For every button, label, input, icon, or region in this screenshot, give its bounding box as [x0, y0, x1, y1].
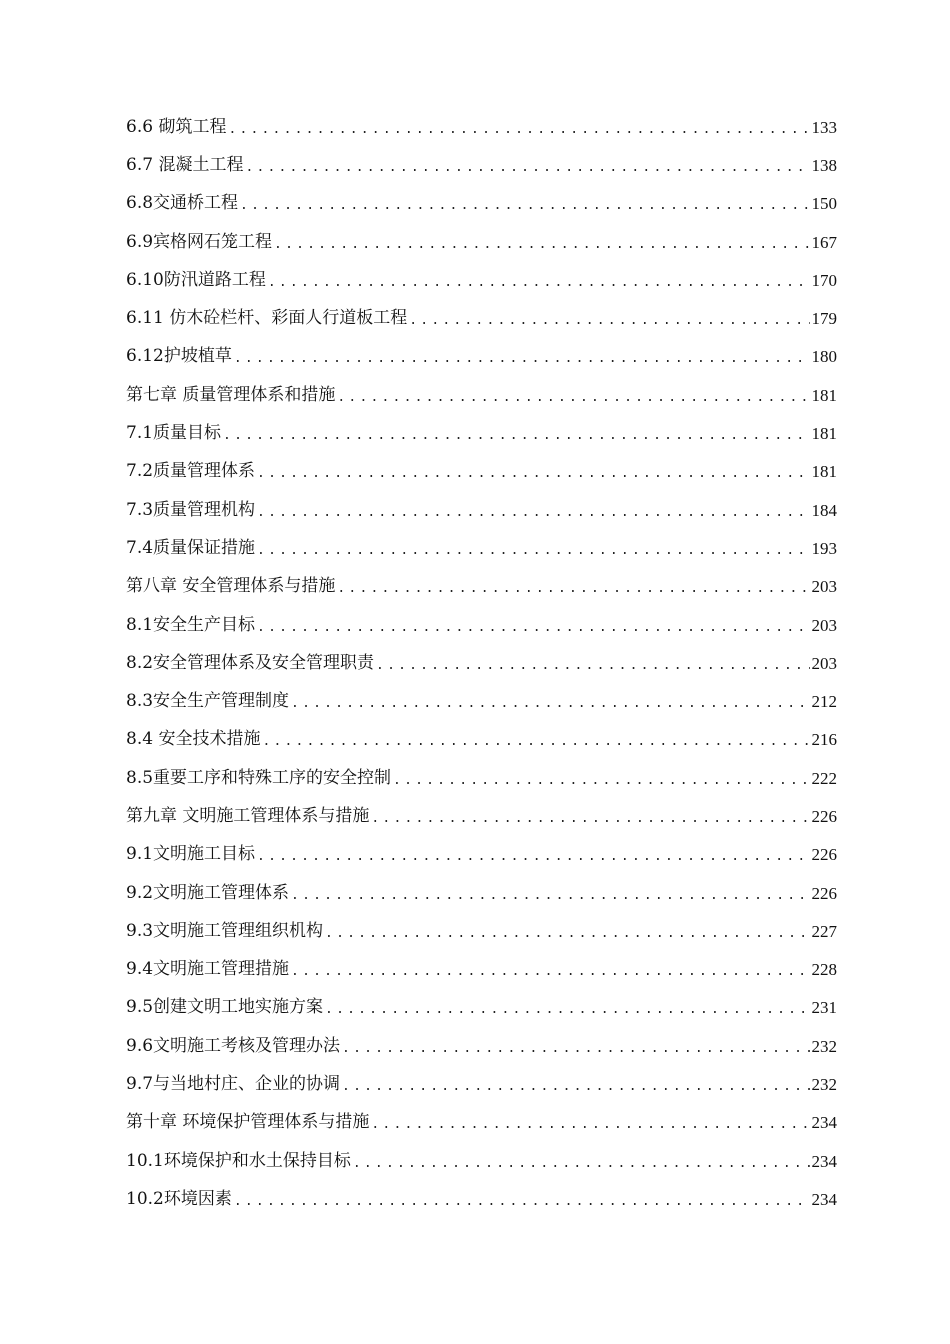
dot-leader — [325, 927, 809, 940]
toc-entry-page: 179 — [811, 309, 837, 329]
dot-leader — [245, 161, 809, 174]
toc-entry[interactable] — [126, 146, 837, 184]
dot-leader — [337, 582, 809, 595]
dot-leader — [291, 697, 809, 710]
dot-leader — [268, 276, 810, 289]
toc-entry-title: 7.2质量管理体系 — [126, 461, 256, 482]
toc-entry[interactable] — [126, 721, 837, 759]
dot-leader — [257, 506, 809, 519]
toc-entry-title: 7.4质量保证措施 — [126, 537, 256, 558]
toc-entry-page: 222 — [811, 768, 837, 788]
dot-leader — [228, 123, 809, 136]
toc-entry-page: 216 — [811, 730, 837, 750]
toc-entry-page: 181 — [811, 424, 837, 444]
toc-entry-page: 133 — [811, 117, 837, 137]
dot-leader — [342, 1042, 809, 1055]
toc-entry[interactable] — [126, 989, 837, 1027]
toc-entry-title: 8.2安全管理体系及安全管理职责 — [126, 652, 375, 673]
toc-entry[interactable] — [126, 185, 837, 223]
toc-entry[interactable] — [126, 261, 837, 299]
toc-entry-page: 231 — [811, 998, 837, 1018]
dot-leader — [409, 314, 809, 327]
toc-entry-page: 150 — [811, 194, 837, 214]
toc-entry-page: 180 — [811, 347, 837, 367]
dot-leader — [262, 735, 809, 748]
toc-entry[interactable] — [126, 491, 837, 529]
toc-entry-page: 228 — [811, 960, 837, 980]
toc-entry-title: 9.4文明施工管理措施 — [126, 959, 290, 980]
toc-chapter-entry[interactable] — [126, 797, 837, 835]
dot-leader — [257, 467, 809, 480]
dot-leader — [337, 391, 809, 404]
toc-entry-page: 138 — [811, 155, 837, 175]
toc-entry[interactable] — [126, 682, 837, 720]
toc-entry-page: 203 — [811, 577, 837, 597]
dot-leader — [223, 429, 809, 442]
toc-chapter-entry[interactable] — [126, 1104, 837, 1142]
toc-entry-page: 234 — [811, 1113, 837, 1133]
toc-entry-title: 8.3安全生产管理制度 — [126, 691, 290, 712]
dot-leader — [234, 1195, 810, 1208]
toc-entry[interactable] — [126, 529, 837, 567]
dot-leader — [371, 812, 809, 825]
toc-entry[interactable] — [126, 223, 837, 261]
toc-entry-page: 181 — [811, 385, 837, 405]
toc-entry-title: 6.12护坡植草 — [126, 346, 232, 367]
toc-entry[interactable] — [126, 874, 837, 912]
toc-entry-page: 203 — [811, 653, 837, 673]
toc-entry-title: 第九章 文明施工管理体系与措施 — [126, 805, 370, 826]
toc-entry[interactable] — [126, 1142, 837, 1180]
toc-entry-page: 193 — [811, 538, 837, 558]
dot-leader — [342, 1080, 809, 1093]
toc-entry[interactable] — [126, 453, 837, 491]
toc-entry[interactable] — [126, 606, 837, 644]
toc-entry-page: 234 — [811, 1151, 837, 1171]
toc-chapter-entry[interactable] — [126, 376, 837, 414]
toc-entry-title: 10.2环境因素 — [126, 1188, 232, 1209]
dot-leader — [371, 1118, 809, 1131]
dot-leader — [291, 889, 809, 902]
toc-entry-title: 6.7 混凝土工程 — [126, 154, 244, 175]
toc-entry-title: 第八章 安全管理体系与措施 — [126, 576, 336, 597]
dot-leader — [274, 238, 809, 251]
dot-leader — [393, 774, 809, 787]
dot-leader — [257, 850, 809, 863]
toc-entry[interactable] — [126, 1180, 837, 1218]
toc-entry-page: 232 — [811, 1036, 837, 1056]
toc-chapter-entry[interactable] — [126, 568, 837, 606]
toc-entry-page: 227 — [811, 921, 837, 941]
toc-entry-title: 9.2文明施工管理体系 — [126, 882, 290, 903]
toc-entry-title: 6.6 砌筑工程 — [126, 116, 227, 137]
toc-entry-title: 10.1环境保护和水土保持目标 — [126, 1150, 351, 1171]
toc-entry-title: 9.3文明施工管理组织机构 — [126, 920, 324, 941]
dot-leader — [353, 1157, 810, 1170]
toc-entry-page: 232 — [811, 1075, 837, 1095]
toc-entry-title: 6.11 仿木砼栏杆、彩面人行道板工程 — [126, 308, 408, 329]
table-of-contents — [126, 108, 837, 1219]
toc-entry[interactable] — [126, 836, 837, 874]
toc-entry-page: 167 — [811, 232, 837, 252]
toc-entry-title: 8.5重要工序和特殊工序的安全控制 — [126, 767, 392, 788]
toc-entry-page: 226 — [811, 806, 837, 826]
toc-entry-title: 第七章 质量管理体系和措施 — [126, 384, 336, 405]
toc-entry-title: 9.7与当地村庄、企业的协调 — [126, 1074, 341, 1095]
toc-entry-title: 7.1质量目标 — [126, 423, 222, 444]
toc-entry[interactable] — [126, 338, 837, 376]
toc-entry-title: 第十章 环境保护管理体系与措施 — [126, 1112, 370, 1133]
toc-entry-title: 6.10防汛道路工程 — [126, 269, 266, 290]
toc-entry-title: 6.9宾格网石笼工程 — [126, 231, 273, 252]
toc-entry[interactable] — [126, 912, 837, 950]
toc-entry-page: 234 — [811, 1189, 837, 1209]
toc-entry-page: 181 — [811, 462, 837, 482]
toc-entry-title: 9.6文明施工考核及管理办法 — [126, 1035, 341, 1056]
toc-entry[interactable] — [126, 1027, 837, 1065]
toc-entry[interactable] — [126, 1065, 837, 1103]
toc-entry-page: 184 — [811, 500, 837, 520]
toc-entry[interactable] — [126, 644, 837, 682]
dot-leader — [291, 965, 809, 978]
toc-entry-title: 8.4 安全技术措施 — [126, 729, 261, 750]
toc-entry[interactable] — [126, 108, 837, 146]
dot-leader — [234, 352, 810, 365]
dot-leader — [376, 659, 809, 672]
toc-entry-page: 226 — [811, 883, 837, 903]
toc-entry-page: 203 — [811, 615, 837, 635]
toc-entry[interactable] — [126, 951, 837, 989]
toc-entry[interactable] — [126, 414, 837, 452]
toc-entry-page: 226 — [811, 845, 837, 865]
toc-entry-title: 9.5创建文明工地实施方案 — [126, 997, 324, 1018]
toc-entry-page: 170 — [811, 270, 837, 290]
toc-entry-title: 7.3质量管理机构 — [126, 499, 256, 520]
toc-entry-page: 212 — [811, 692, 837, 712]
dot-leader — [240, 199, 809, 212]
toc-entry-title: 8.1安全生产目标 — [126, 614, 256, 635]
dot-leader — [325, 1003, 809, 1016]
toc-entry[interactable] — [126, 299, 837, 337]
toc-entry[interactable] — [126, 759, 837, 797]
toc-entry-title: 9.1文明施工目标 — [126, 844, 256, 865]
dot-leader — [257, 544, 809, 557]
dot-leader — [257, 621, 809, 634]
toc-entry-title: 6.8交通桥工程 — [126, 193, 239, 214]
